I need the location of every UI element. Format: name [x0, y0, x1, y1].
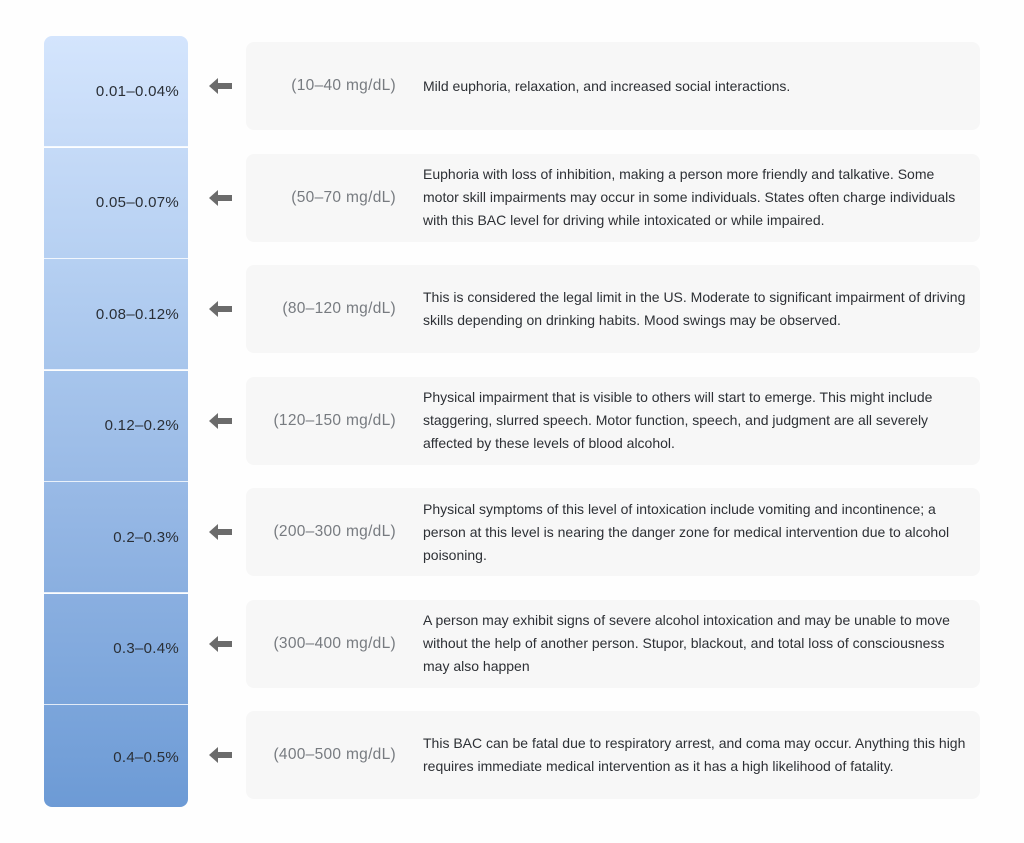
bac-percent-label: 0.4–0.5%: [113, 749, 179, 766]
bac-level-segment: [44, 482, 188, 593]
bac-level-segment: [44, 36, 188, 147]
bac-percent-label: 0.05–0.07%: [95, 194, 179, 211]
mg-per-dl-label: (50–70 mg/dL): [291, 188, 396, 206]
bac-percent-label: 0.01–0.04%: [95, 82, 179, 100]
effect-description: [423, 377, 966, 465]
effect-description-text: Physical impairment that is visible to others will start to emerge. This might include staggering, slurred speech. Motor function, speech, and judgment are all severely affected by these levels of blood alcohol.: [423, 389, 933, 451]
bac-level-segment: [44, 148, 188, 259]
arrow-left-icon: [209, 523, 233, 541]
effect-description: [423, 265, 966, 353]
effect-description: [423, 488, 966, 576]
effect-description-text: Mild euphoria, relaxation, and increased social interactions.: [423, 77, 791, 94]
bac-description-card: [246, 488, 980, 576]
arrow-left-icon: [209, 300, 233, 318]
mg-per-dl-label: (300–400 mg/dL): [273, 634, 396, 652]
bac-percent-label: 0.12–0.2%: [104, 417, 179, 434]
effect-description-text: Physical symptoms of this level of intoxication include vomiting and incontinence; a person at this level is nearing the danger zone for medical intervention due to alcohol poisoning.: [423, 500, 950, 563]
bac-description-card: [246, 600, 980, 688]
bac-percent-label: 0.3–0.4%: [113, 640, 179, 657]
effect-description: [423, 42, 966, 130]
effect-description-text: Euphoria with loss of inhibition, making a person more friendly and talkative. Some motor skill impairments may occur in some individuals. States often charge individuals with this BAC level for driving while intoxicated or while impaired.: [423, 166, 956, 228]
effect-description-text: A person may exhibit signs of severe alcohol intoxication and may be unable to move without the help of another person. Stupor, blackout, and total loss of consciousness may also happen: [423, 612, 950, 674]
arrow-left-icon: [209, 189, 233, 207]
effect-description-text: This is considered the legal limit in the US. Moderate to significant impairment of driving skills depending on drinking habits. Mood swings may be observed.: [423, 289, 966, 328]
effect-description: [423, 600, 966, 688]
bac-level-segment: [44, 594, 188, 705]
bac-level-segment: [44, 371, 188, 482]
bac-description-card: [246, 377, 980, 465]
bac-percent-label: 0.2–0.3%: [113, 528, 179, 546]
effect-description-text: This BAC can be fatal due to respiratory arrest, and coma may occur. Anything this high requires immediate medical intervention as it has a high likelihood of fatality.: [423, 735, 966, 774]
bac-percent-label: 0.08–0.12%: [95, 305, 179, 323]
bac-description-card: [246, 265, 980, 353]
mg-per-dl-label: (80–120 mg/dL): [282, 300, 396, 317]
arrow-left-icon: [209, 77, 233, 95]
bac-description-card: [246, 154, 980, 242]
bac-scale-column: [44, 36, 188, 807]
mg-per-dl-label: (120–150 mg/dL): [273, 411, 396, 429]
bac-description-card: [246, 711, 980, 799]
arrow-left-icon: [209, 412, 233, 430]
arrow-left-icon: [209, 746, 233, 764]
arrow-left-icon: [209, 635, 233, 653]
mg-per-dl-label: (10–40 mg/dL): [291, 77, 396, 94]
mg-per-dl-label: (400–500 mg/dL): [273, 746, 396, 763]
bac-level-segment: [44, 705, 188, 807]
bac-description-card: [246, 42, 980, 130]
bac-level-segment: [44, 259, 188, 370]
effect-description: [423, 154, 966, 242]
effect-description: [423, 711, 966, 799]
mg-per-dl-label: (200–300 mg/dL): [273, 523, 396, 540]
